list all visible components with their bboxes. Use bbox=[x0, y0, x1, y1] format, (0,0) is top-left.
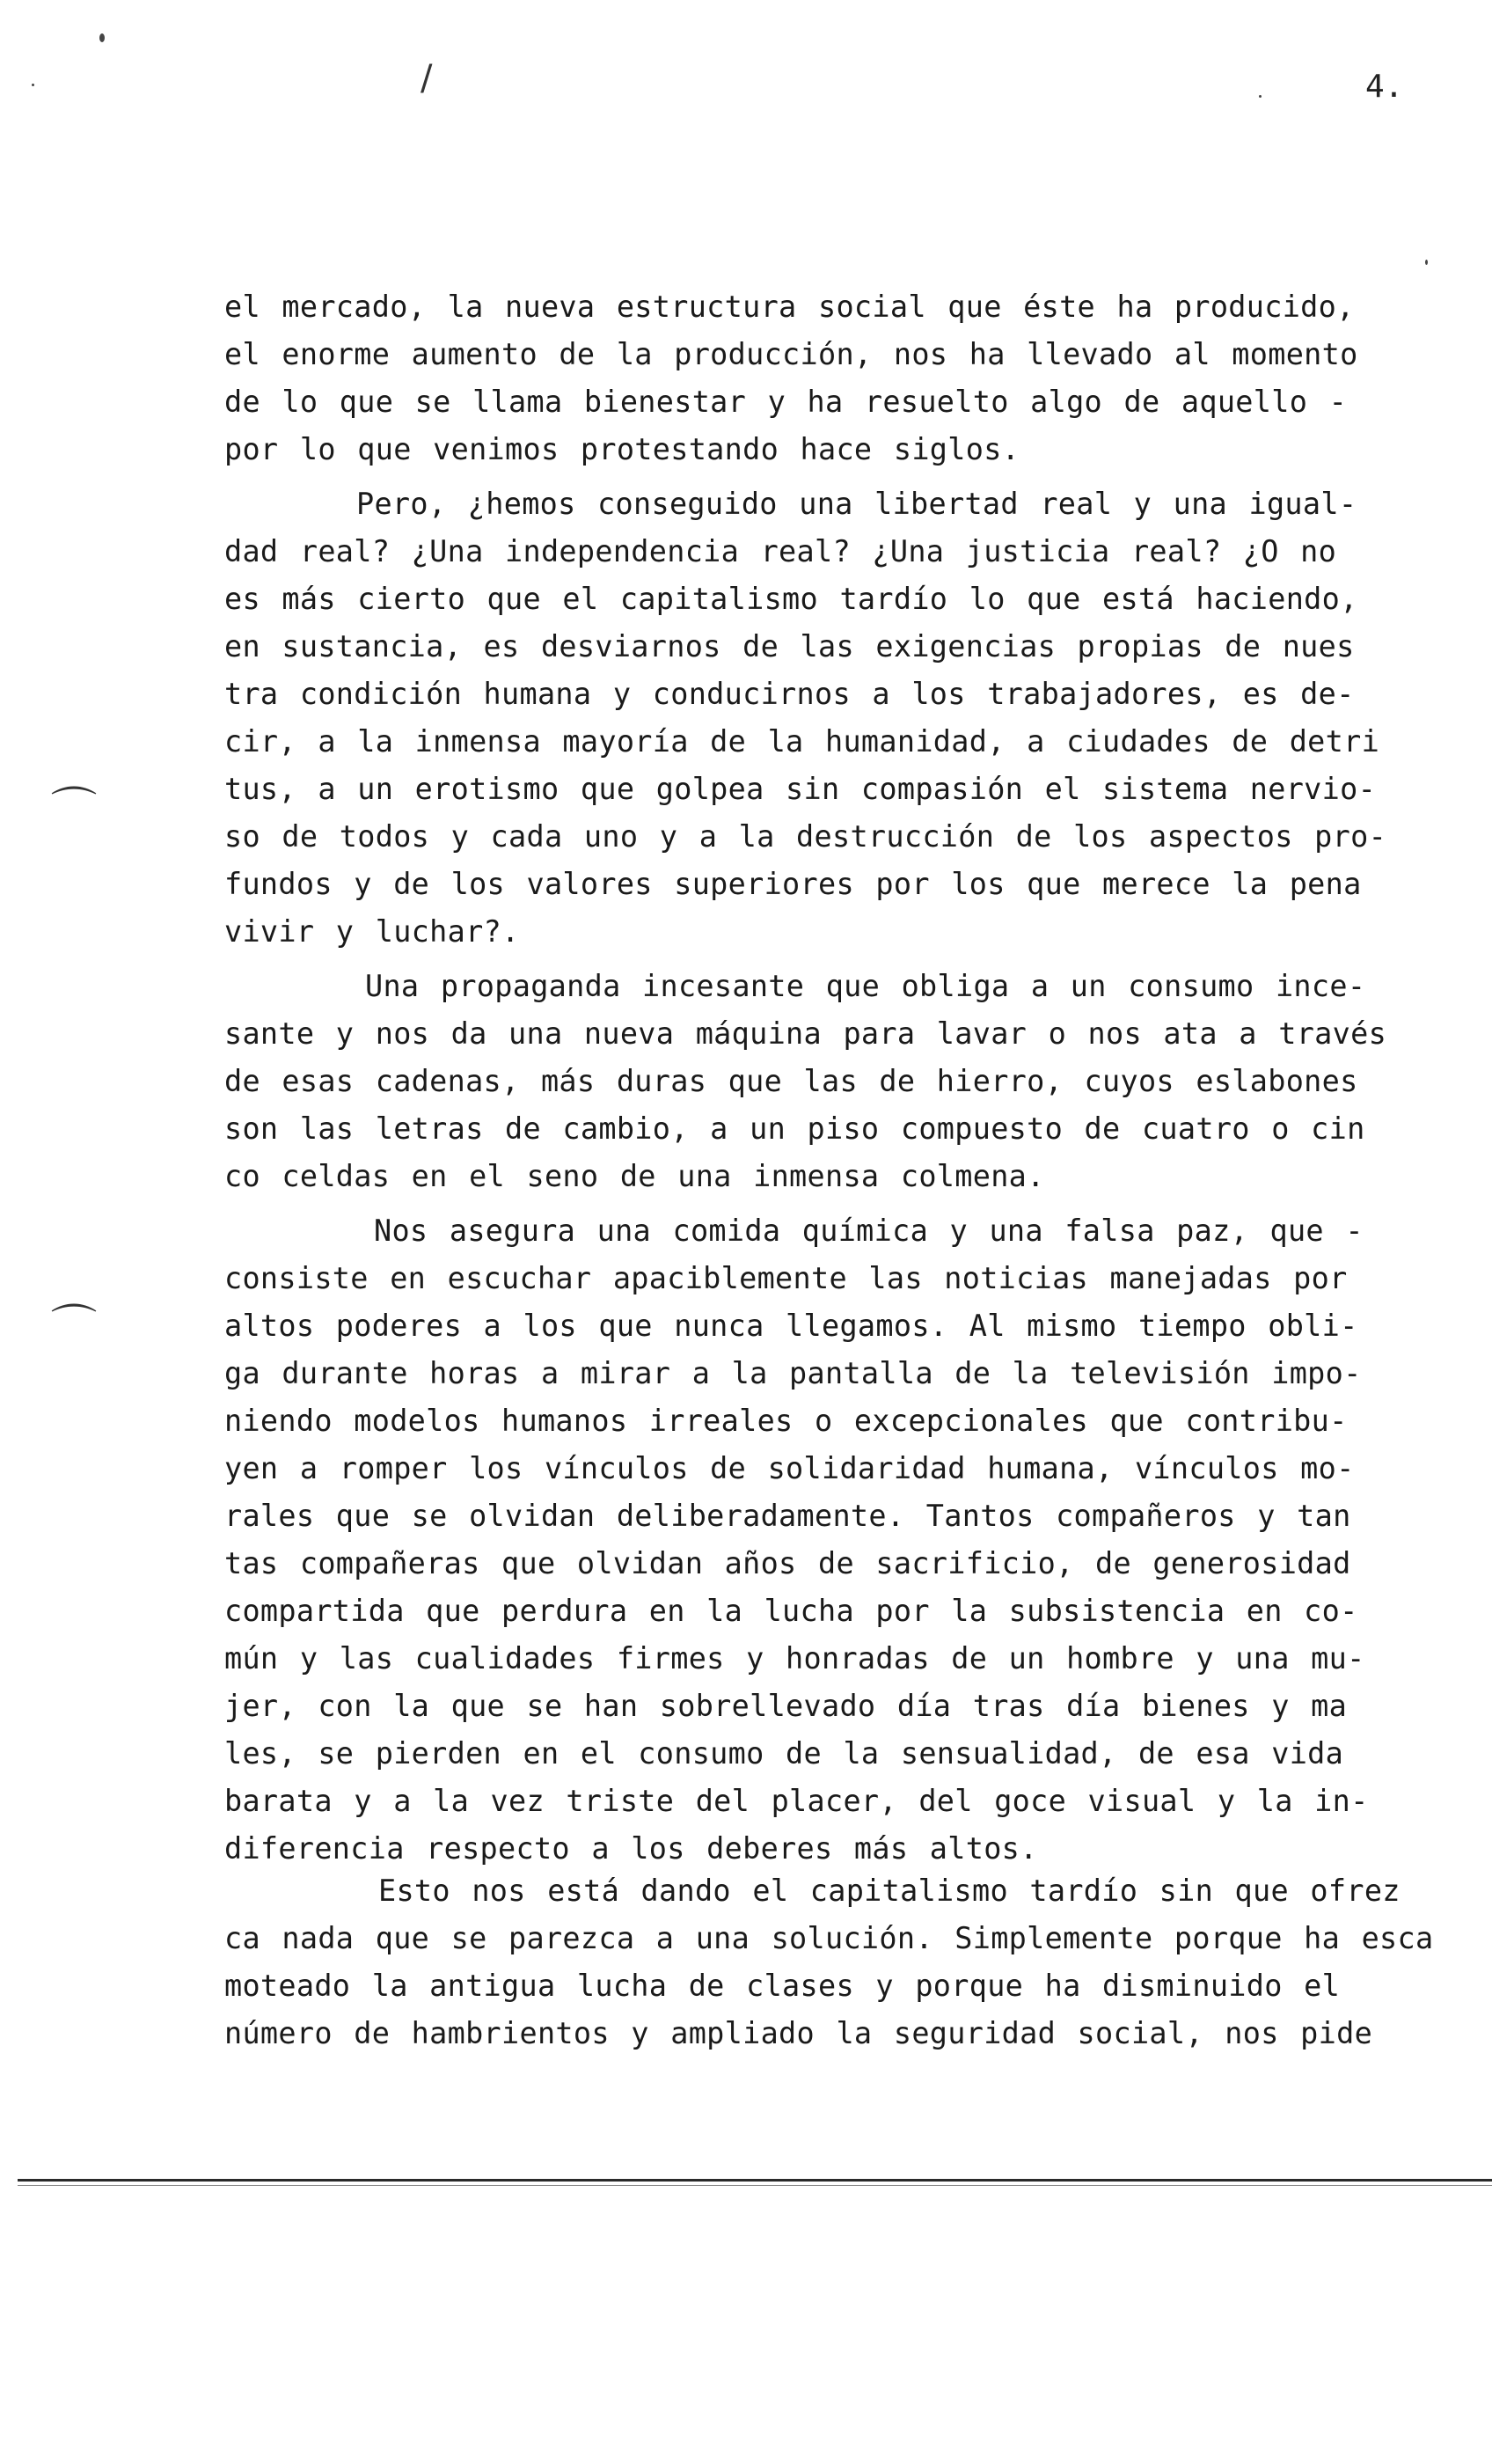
paragraph-3 bbox=[224, 963, 1399, 1200]
text-line: Pero, ¿hemos conseguido una libertad real y una igual- bbox=[356, 487, 1357, 521]
text-line: vivir y luchar?. bbox=[224, 914, 520, 949]
scan-stroke: / bbox=[421, 58, 433, 99]
text-line: fundos y de los valores superiores por los que merece la pena bbox=[224, 867, 1362, 901]
text-line: jer, con la que se han sobrellevado día tras día bienes y ma bbox=[224, 1689, 1348, 1723]
text-line: el mercado, la nueva estructura social que éste ha producido, bbox=[224, 290, 1355, 324]
scan-bracket: ⌒ bbox=[51, 1302, 98, 1354]
text-line: diferencia respecto a los deberes más altos. bbox=[224, 1831, 1038, 1866]
paragraph-2 bbox=[224, 480, 1399, 956]
text-line: tas compañeras que olvidan años de sacrificio, de generosidad bbox=[224, 1546, 1351, 1580]
text-line: les, se pierden en el consumo de la sensualidad, de esa vida bbox=[224, 1736, 1344, 1771]
text-line: Esto nos está dando el capitalismo tardío sin que ofrez bbox=[378, 1874, 1401, 1908]
page-bottom-rule bbox=[18, 2179, 1492, 2182]
page-bottom-rule-shadow bbox=[18, 2185, 1492, 2186]
text-line: ga durante horas a mirar a la pantalla de la televisión impo- bbox=[224, 1356, 1362, 1390]
paragraph-1 bbox=[224, 283, 1399, 473]
text-line: rales que se olvidan deliberadamente. Tantos compañeros y tan bbox=[224, 1499, 1351, 1533]
text-line: cir, a la inmensa mayoría de la humanidad, a ciudades de detri bbox=[224, 724, 1380, 759]
text-line: el enorme aumento de la producción, nos ha llevado al momento bbox=[224, 337, 1358, 371]
text-line: yen a romper los vínculos de solidaridad humana, vínculos mo- bbox=[224, 1451, 1355, 1485]
scan-speck bbox=[1425, 260, 1428, 265]
text-line: es más cierto que el capitalismo tardío lo que está haciendo, bbox=[224, 582, 1358, 616]
text-line: número de hambrientos y ampliado la seguridad social, nos pide bbox=[224, 2016, 1373, 2050]
scan-bracket: ⌒ bbox=[51, 784, 98, 837]
text-line: niendo modelos humanos irreales o excepcionales que contribu- bbox=[224, 1404, 1348, 1438]
text-line: so de todos y cada uno y a la destrucción de los aspectos pro- bbox=[224, 819, 1387, 854]
text-line: Una propaganda incesante que obliga a un consumo ince- bbox=[365, 969, 1366, 1003]
text-line: mún y las cualidades firmes y honradas de un hombre y una mu- bbox=[224, 1641, 1365, 1676]
text-line: ca nada que se parezca a una solución. Simplemente porque ha esca bbox=[224, 1921, 1434, 1955]
text-line: tus, a un erotismo que golpea sin compasión el sistema nervio- bbox=[224, 772, 1377, 806]
text-line: co celdas en el seno de una inmensa colmena. bbox=[224, 1159, 1045, 1193]
text-line: moteado la antigua lucha de clases y porque ha disminuido el bbox=[224, 1969, 1341, 2003]
text-line: en sustancia, es desviarnos de las exigencias propias de nues bbox=[224, 629, 1355, 664]
text-line: barata y a la vez triste del placer, del goce visual y la in- bbox=[224, 1784, 1369, 1818]
text-line: Nos asegura una comida química y una falsa paz, que - bbox=[374, 1214, 1364, 1248]
text-line: altos poderes a los que nunca llegamos. Al mismo tiempo obli- bbox=[224, 1309, 1358, 1343]
scan-speck bbox=[1259, 95, 1262, 98]
paragraph-5 bbox=[224, 1867, 1434, 2057]
text-line: compartida que perdura en la lucha por la subsistencia en co- bbox=[224, 1594, 1358, 1628]
text-line: por lo que venimos protestando hace siglos. bbox=[224, 432, 1020, 466]
text-line: de esas cadenas, más duras que las de hierro, cuyos eslabones bbox=[224, 1064, 1358, 1098]
text-line: dad real? ¿Una independencia real? ¿Una justicia real? ¿O no bbox=[224, 534, 1337, 568]
text-line: consiste en escuchar apaciblemente las noticias manejadas por bbox=[224, 1261, 1348, 1295]
page-number: 4. bbox=[1365, 69, 1404, 105]
scan-speck bbox=[99, 33, 105, 42]
text-line: tra condición humana y conducirnos a los trabajadores, es de- bbox=[224, 677, 1355, 711]
text-line: sante y nos da una nueva máquina para lavar o nos ata a través bbox=[224, 1016, 1387, 1051]
scan-speck bbox=[32, 84, 34, 86]
text-line: de lo que se llama bienestar y ha resuelto algo de aquello - bbox=[224, 385, 1348, 419]
paragraph-4 bbox=[224, 1207, 1399, 1873]
text-line: son las letras de cambio, a un piso compuesto de cuatro o cin bbox=[224, 1111, 1365, 1146]
